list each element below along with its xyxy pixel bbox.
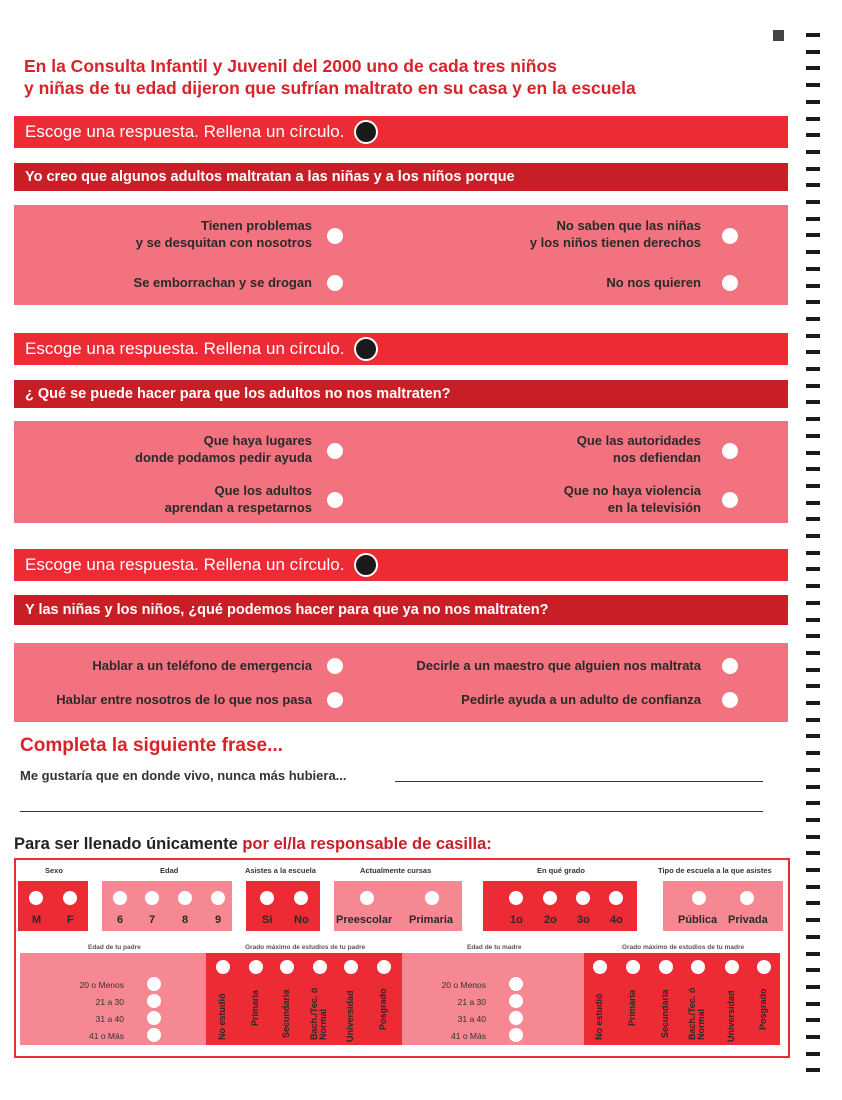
grado-padre-bubble-5[interactable] [344,960,358,974]
q3-option-1 [92,657,312,674]
question-1-prompt: Yo creo que algunos adultos maltratan a las niñas y a los niños porque [25,169,515,185]
q2-option-2 [577,432,701,466]
grado-madre-bubble-3[interactable] [659,960,673,974]
edad-madre-bubble-4[interactable] [509,1028,523,1042]
timing-mark [806,367,820,371]
grado-padre-label-6: Posgrado [378,988,388,1030]
q3-option-4-bubble[interactable] [722,692,738,708]
grado-3-label: 3o [577,914,590,926]
grado-madre-label-4: Bach./Tec. ó Normal [687,987,706,1040]
timing-mark [806,33,820,37]
edad-madre-opt-3: 31 a 40 [457,1014,486,1024]
cursas-preescolar-label: Preescolar [336,914,393,926]
timing-mark [806,150,820,154]
staff-title-suffix: por el/la responsable de casilla: [242,835,492,853]
timing-mark [806,918,820,922]
q1-option-3-bubble[interactable] [327,275,343,291]
tipo-publica-bubble[interactable] [692,891,706,905]
headline [24,55,744,99]
grado-madre-label-1: No estudió [594,993,604,1040]
option-line: donde podamos pedir ayuda [135,450,312,465]
grado-padre-label-5: Universidad [345,990,355,1042]
grado-madre-bubble-4[interactable] [691,960,705,974]
option-line: Que los adultos [214,483,312,498]
timing-mark [806,434,820,438]
edad-padre-opt-2: 21 a 30 [95,997,124,1007]
edad-padre-bubble-2[interactable] [147,994,161,1008]
timing-mark [806,968,820,972]
instruction-band-3 [14,549,788,581]
staff-title [14,835,492,854]
q3-option-1-bubble[interactable] [327,658,343,674]
option-line: y los niños tienen derechos [529,235,701,250]
timing-mark [806,1018,820,1022]
timing-mark [806,785,820,789]
grado-3-bubble[interactable] [576,891,590,905]
edad-9-bubble[interactable] [211,891,225,905]
timing-mark [806,701,820,705]
edad-madre-opt-1: 20 o Menos [441,980,486,990]
timing-mark [806,718,820,722]
timing-mark [806,133,820,137]
edad-6-bubble[interactable] [113,891,127,905]
grado-padre-box [206,953,402,1045]
question-1-bar [14,163,788,191]
grado-padre-label-4: Bach./Tec. ó Normal [309,987,328,1040]
complete-title: Completa la siguiente frase... [20,735,283,756]
sexo-box [18,881,88,931]
filled-circle-icon [354,337,378,361]
grado-madre-label-2: Primaria [627,989,637,1026]
edad-madre-opt-2: 21 a 30 [457,997,486,1007]
timing-mark [806,200,820,204]
sexo-m-label: M [32,914,42,926]
timing-mark [806,1035,820,1039]
grado-2-bubble[interactable] [543,891,557,905]
sexo-header: Sexo [45,866,63,875]
question-3-prompt: Y las niñas y los niños, ¿qué podemos hacer para que ya no nos maltraten? [25,602,549,618]
grado-padre-bubble-2[interactable] [249,960,263,974]
grado-padre-label-3: Secundaria [281,989,291,1038]
option-line: y se desquitan con nosotros [135,235,312,250]
timing-mark [806,317,820,321]
tipo-privada-label: Privada [728,914,768,926]
option-line: nos defiendan [612,450,701,465]
question-1-panel [14,205,788,305]
grado-padre-header: Grado máximo de estudios de tu padre [245,944,366,951]
timing-mark [806,300,820,304]
edad-padre-bubble-1[interactable] [147,977,161,991]
timing-mark [806,484,820,488]
q3-option-2-bubble[interactable] [722,658,738,674]
grado-padre-bubble-3[interactable] [280,960,294,974]
edad-9-label: 9 [215,914,222,926]
option-line: Pedirle ayuda a un adulto de confianza [461,692,701,707]
timing-mark [806,384,820,388]
timing-mark [806,651,820,655]
cursas-preescolar-bubble[interactable] [360,891,374,905]
timing-mark [806,885,820,889]
edad-6-label: 6 [117,914,124,926]
answer-line-1[interactable] [395,781,763,782]
q1-option-2 [530,217,701,251]
edad-madre-bubble-1[interactable] [509,977,523,991]
q1-option-1 [136,217,312,251]
headline-line-2: y niñas de tu edad dijeron que sufrían maltrato en su casa y en la escuela [24,78,636,98]
filled-circle-icon [354,120,378,144]
q2-option-4 [564,482,701,516]
option-line: Que haya lugares [203,433,312,448]
edad-8-label: 8 [182,914,189,926]
timing-mark [806,1052,820,1056]
edad-padre-opt-1: 20 o Menos [79,980,124,990]
edad-padre-bubble-3[interactable] [147,1011,161,1025]
grado-padre-bubble-1[interactable] [216,960,230,974]
edad-7-bubble[interactable] [145,891,159,905]
q2-option-1 [135,432,312,466]
grado-1-bubble[interactable] [509,891,523,905]
edad-madre-header: Edad de tu madre [467,944,522,951]
grado-madre-box [584,953,780,1045]
timing-mark [806,835,820,839]
instruction-band-2 [14,333,788,365]
grado-madre-bubble-5[interactable] [725,960,739,974]
grado-madre-bubble-1[interactable] [593,960,607,974]
timing-mark [806,517,820,521]
timing-mark [806,100,820,104]
timing-mark [806,350,820,354]
option-line: Que no haya violencia [563,483,701,498]
timing-mark [806,935,820,939]
q3-option-3-bubble[interactable] [327,692,343,708]
option-line: en la televisión [607,500,701,515]
question-2-panel [14,421,788,523]
timing-mark [806,985,820,989]
timing-mark [806,66,820,70]
timing-mark [806,267,820,271]
question-2-bar [14,380,788,408]
timing-mark [806,818,820,822]
grado-madre-bubble-2[interactable] [626,960,640,974]
sexo-m-bubble[interactable] [29,891,43,905]
q2-option-3-bubble[interactable] [327,492,343,508]
question-3-panel [14,643,788,722]
asistes-no-label: No [294,914,309,926]
timing-mark [806,400,820,404]
corner-mark [773,30,784,41]
grado-madre-label-3: Secundaria [660,989,670,1038]
tipo-header: Tipo de escuela a la que asistes [658,866,772,875]
timing-mark [806,734,820,738]
asistes-no-bubble[interactable] [294,891,308,905]
q1-option-2-bubble[interactable] [722,228,738,244]
sexo-f-label: F [67,914,74,926]
edad-madre-bubble-3[interactable] [509,1011,523,1025]
grado-4-label: 4o [610,914,623,926]
grado-header: En qué grado [537,866,585,875]
option-line: No saben que las niñas [556,218,701,233]
timing-mark [806,451,820,455]
timing-mark [806,534,820,538]
timing-mark [806,1002,820,1006]
headline-line-1: En la Consulta Infantil y Juvenil del 2000 uno de cada tres niños [24,56,557,76]
timing-mark [806,167,820,171]
timing-mark [806,868,820,872]
answer-line-2[interactable] [20,811,763,812]
q1-option-4 [606,274,701,291]
filled-circle-icon [354,553,378,577]
asistes-si-bubble[interactable] [260,891,274,905]
option-line: aprendan a respetarnos [164,500,312,515]
edad-padre-opt-3: 31 a 40 [95,1014,124,1024]
grado-madre-bubble-6[interactable] [757,960,771,974]
instruction-text: Escoge una respuesta. Rellena un círculo. [25,122,345,141]
cursas-primaria-bubble[interactable] [425,891,439,905]
q1-option-1-bubble[interactable] [327,228,343,244]
option-line: Que las autoridades [576,433,701,448]
grado-padre-bubble-4[interactable] [313,960,327,974]
timing-mark [806,417,820,421]
timing-mark [806,567,820,571]
timing-mark [806,1068,820,1072]
timing-mark [806,634,820,638]
timing-mark [806,501,820,505]
timing-mark [806,801,820,805]
edad-madre-opt-4: 41 o Más [451,1031,486,1041]
grado-padre-label-1: No estudió [217,993,227,1040]
timing-mark [806,233,820,237]
q1-option-3 [134,274,312,291]
q2-option-2-bubble[interactable] [722,443,738,459]
option-line: No nos quieren [606,275,701,290]
instruction-text: Escoge una respuesta. Rellena un círculo. [25,339,345,358]
timing-mark [806,117,820,121]
edad-madre-bubble-2[interactable] [509,994,523,1008]
tipo-publica-label: Pública [678,914,718,926]
option-line: Decirle a un maestro que alguien nos maltrata [416,658,701,673]
edad-padre-bubble-4[interactable] [147,1028,161,1042]
q3-option-4 [461,691,701,708]
tipo-privada-bubble[interactable] [740,891,754,905]
timing-mark [806,551,820,555]
q3-option-3 [56,691,312,708]
edad-padre-opt-4: 41 o Más [89,1031,124,1041]
edad-7-label: 7 [149,914,156,926]
timing-mark [806,250,820,254]
grado-padre-label-2: Primaria [250,989,260,1026]
edad-8-bubble[interactable] [178,891,192,905]
cursas-header: Actualmente cursas [360,866,432,875]
timing-mark [806,334,820,338]
q2-option-4-bubble[interactable] [722,492,738,508]
grado-madre-header: Grado máximo de estudios de tu madre [622,944,745,951]
question-3-bar [14,595,788,625]
option-line: Se emborrachan y se drogan [133,275,312,290]
grado-2-label: 2o [544,914,557,926]
timing-mark [806,601,820,605]
q2-option-3 [165,482,312,516]
timing-mark [806,684,820,688]
grado-padre-bubble-6[interactable] [377,960,391,974]
timing-mark [806,584,820,588]
grado-madre-label-6: Posgrado [758,988,768,1030]
grado-1-label: 1o [510,914,523,926]
instruction-band-1 [14,116,788,148]
sexo-f-bubble[interactable] [63,891,77,905]
grado-madre-label-5: Universidad [726,990,736,1042]
asistes-header: Asistes a la escuela [245,866,316,875]
q1-option-4-bubble[interactable] [722,275,738,291]
cursas-primaria-label: Primaria [409,914,454,926]
edad-header: Edad [160,866,179,875]
question-2-prompt: ¿ Qué se puede hacer para que los adultos no nos maltraten? [25,386,451,402]
instruction-text: Escoge una respuesta. Rellena un círculo. [25,555,345,574]
grado-4-bubble[interactable] [609,891,623,905]
q3-option-2 [416,657,701,674]
option-line: Hablar entre nosotros de lo que nos pasa [56,692,312,707]
timing-mark [806,768,820,772]
timing-mark [806,751,820,755]
timing-mark [806,952,820,956]
timing-mark [806,618,820,622]
q2-option-1-bubble[interactable] [327,443,343,459]
timing-mark [806,668,820,672]
option-line: Hablar a un teléfono de emergencia [92,658,312,673]
timing-mark [806,183,820,187]
complete-prompt: Me gustaría que en donde vivo, nunca más hubiera... [20,768,347,783]
timing-mark [806,217,820,221]
option-line: Tienen problemas [200,218,312,233]
timing-mark [806,901,820,905]
edad-padre-header: Edad de tu padre [88,944,141,951]
staff-title-prefix: Para ser llenado únicamente [14,835,243,853]
timing-mark [806,50,820,54]
timing-mark [806,467,820,471]
timing-mark [806,83,820,87]
timing-mark [806,284,820,288]
timing-mark [806,851,820,855]
asistes-si-label: Sí [262,914,273,926]
